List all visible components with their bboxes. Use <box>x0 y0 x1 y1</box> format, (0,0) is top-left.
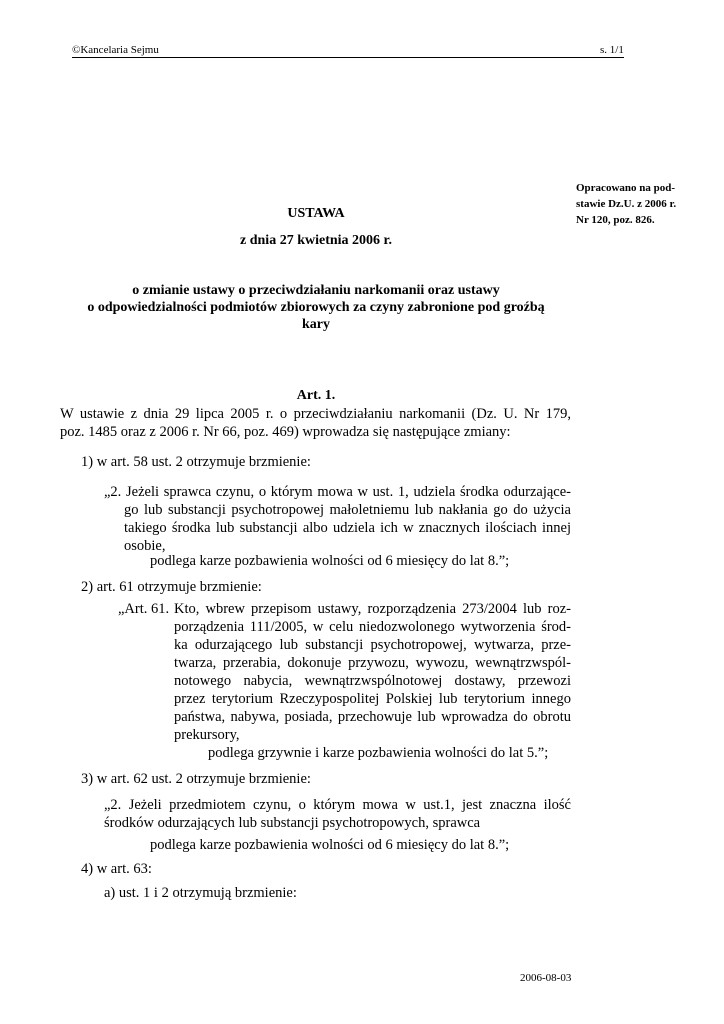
item-3-line: „2. Jeżeli przedmiotem czynu, o którym mowa w ust.1, jest znaczna ilość <box>104 797 571 813</box>
item-2-label: 2) art. 61 otrzymuje brzmienie: <box>81 579 262 595</box>
item-1-penalty: podlega karze pozbawienia wolności od 6 miesięcy do lat 8.”; <box>150 553 510 569</box>
item-3-label: 3) w art. 62 ust. 2 otrzymuje brzmienie: <box>81 771 311 787</box>
item-2-line: Kto, wbrew przepisom ustawy, rozporządzenia 273/2004 lub roz- <box>174 601 571 617</box>
item-2-line: porządzenia 111/2005, w celu niedozwolonego wytworzenia środ- <box>174 619 571 635</box>
item-3-line: środków odurzających lub substancji psychotropowych, sprawca <box>104 815 481 831</box>
item-2-line: przez terytorium Rzeczypospolitej Polskiej lub terytorium innego <box>174 691 571 707</box>
item-4-label: 4) w art. 63: <box>81 861 152 877</box>
item-2-penalty: podlega grzywnie i karze pozbawienia wolności do lat 5.”; <box>208 745 549 761</box>
item-1-line: „2. Jeżeli sprawca czynu, o którym mowa w ust. 1, udziela środka odurzające- <box>104 484 571 500</box>
document-subject <box>60 282 572 333</box>
article-heading: Art. 1. <box>296 388 336 403</box>
item-2-line: państwa, nabywa, posiada, przechowuje lub wprowadza do obrotu <box>174 709 571 725</box>
document-date: z dnia 27 kwietnia 2006 r. <box>240 233 392 248</box>
item-1-line: osobie, <box>124 538 166 554</box>
item-2-line: twarza, przerabia, dokonuje przywozu, wywozu, wewnątrzwspól- <box>174 655 571 671</box>
side-note-line: Nr 120, poz. 826. <box>576 214 655 226</box>
item-2-line: notowego nabycia, wewnątrzwspólnotowej dostawy, przewozi <box>174 673 571 689</box>
header-page-number: s. 1/1 <box>600 44 624 56</box>
subject-line: o zmianie ustawy o przeciwdziałaniu narkomanii oraz ustawy <box>132 283 500 298</box>
item-3-penalty: podlega karze pozbawienia wolności od 6 miesięcy do lat 8.”; <box>150 837 510 853</box>
side-note-line: stawie Dz.U. z 2006 r. <box>576 198 677 210</box>
item-1-line: takiego środka lub substancji albo udziela ich w znacznych ilościach innej <box>124 520 571 536</box>
document-title: USTAWA <box>287 206 345 221</box>
subject-line: o odpowiedzialności podmiotów zbiorowych za czyny zabronione pod groźbą <box>87 300 545 315</box>
intro-line: poz. 1485 oraz z 2006 r. Nr 66, poz. 469) wprowadza się następujące zmiany: <box>60 424 511 440</box>
item-2-line: ka odurzającego lub substancji psychotropowej, wytwarza, prze- <box>174 637 571 653</box>
side-note <box>576 180 696 228</box>
subject-line: kary <box>302 317 330 332</box>
intro-line: W ustawie z dnia 29 lipca 2005 r. o przeciwdziałaniu narkomanii (Dz. U. Nr 179, <box>60 406 571 422</box>
header-rule <box>72 57 624 58</box>
item-4-sub-a: a) ust. 1 i 2 otrzymują brzmienie: <box>104 885 297 901</box>
item-2-article-number: „Art. 61. <box>118 601 170 617</box>
item-1-line: go lub substancji psychotropowej małoletniemu lub nakłania go do użycia <box>124 502 571 518</box>
footer-date: 2006-08-03 <box>520 972 572 984</box>
item-2-line: prekursory, <box>174 727 240 743</box>
item-1-label: 1) w art. 58 ust. 2 otrzymuje brzmienie: <box>81 454 311 470</box>
side-note-line: Opracowano na pod- <box>576 182 676 194</box>
header-source: ©Kancelaria Sejmu <box>72 44 159 56</box>
